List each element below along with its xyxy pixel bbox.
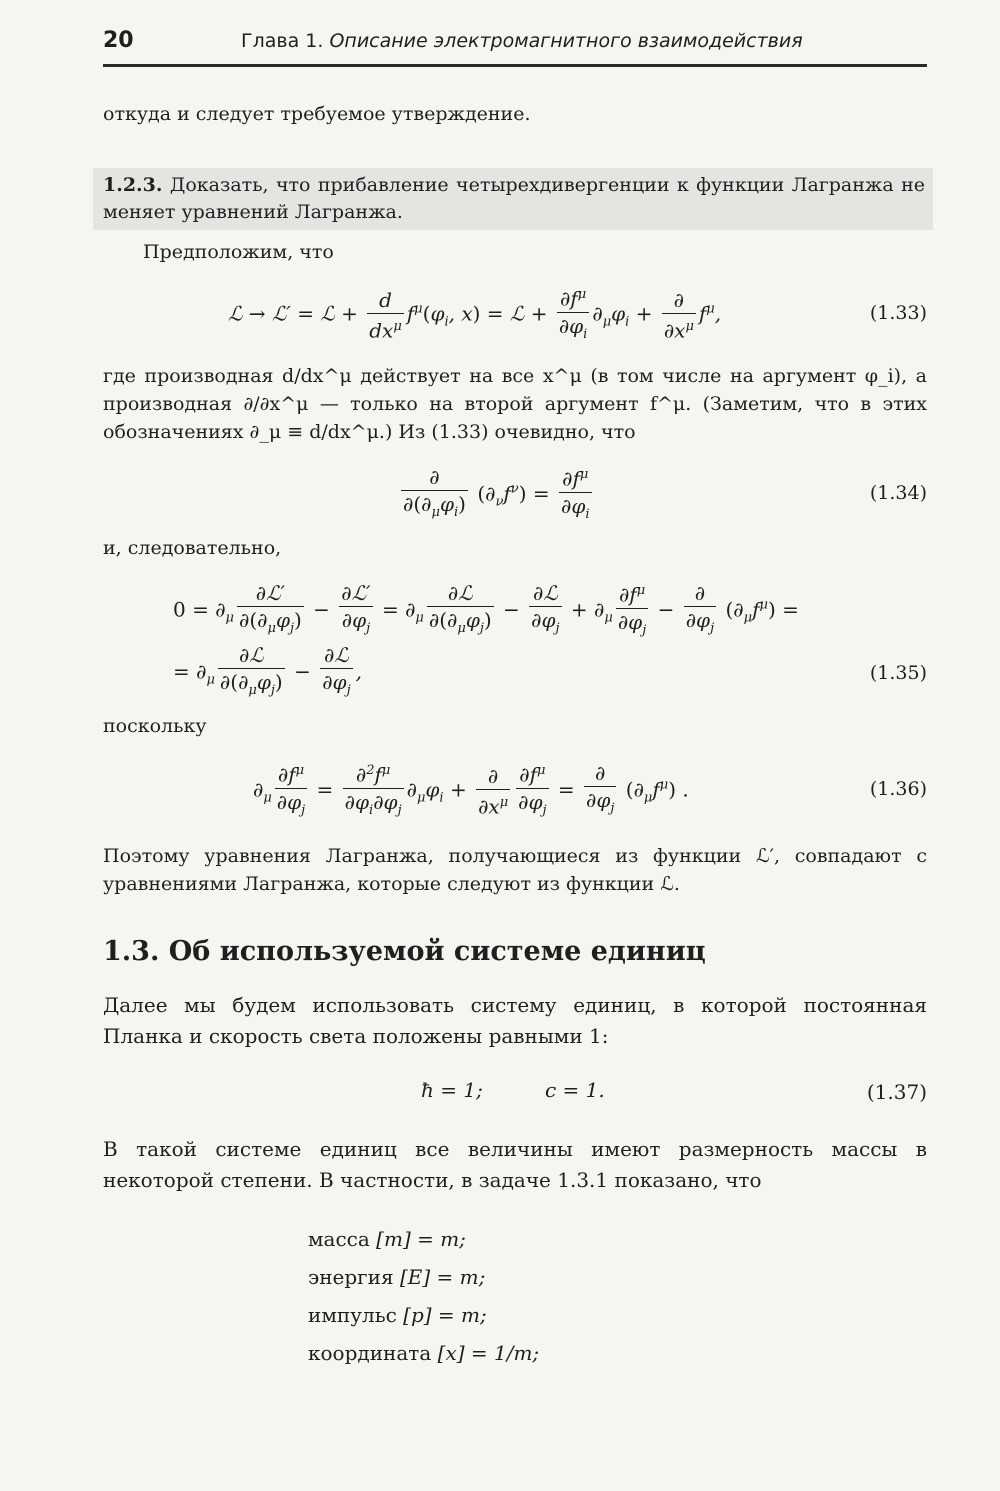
paragraph-dimension: В такой системе единиц все величины имеют размерность массы в некоторой степени. В частности, в задаче 1.3.1 показано, что <box>103 1137 927 1192</box>
paragraph-derivative: где производная d/dx^μ действует на все x^μ (в том числе на аргумент φ_i), а производная ∂/∂x^μ — только на второй аргумент f^μ. (Заметим, что в этих обозначениях ∂_μ ≡ d/dx^μ.) Из (1.33) очевидно, что <box>103 365 927 443</box>
problem-statement <box>103 172 925 226</box>
header-rule <box>103 64 927 67</box>
section-title: Об используемой системе единиц <box>168 936 706 967</box>
equation-1-37-left: ħ = 1; <box>421 1078 483 1102</box>
section-number: 1.3. <box>103 936 160 967</box>
equation-1-33-body: ℒ → ℒ′ = ℒ + $\frac{d}{dx^\mu}$ $f^\mu(\varphi_i$, x) = ℒ + $\frac{\partial f^\mu}{\partial\varphi_i}$ $\partial_\mu\varphi_i$ + $\frac{\partial}{\partial x^\mu}$ $f^\mu$, <box>228 282 721 348</box>
section-heading <box>103 936 706 967</box>
list-item: масса [m] = m; <box>308 1227 466 1251</box>
equation-1-33 <box>103 282 927 346</box>
chapter-title: Описание электромагнитного взаимодействия <box>329 30 803 52</box>
equation-1-37-right: c = 1. <box>545 1078 605 1102</box>
equation-number: (1.36) <box>869 778 927 800</box>
running-header <box>103 28 927 62</box>
dimension-list <box>308 1220 539 1372</box>
problem-text: Доказать, что прибавление четырехдивергенции к функции Лагранжа не меняет уравнений Лагранжа. <box>103 174 926 223</box>
page-number: 20 <box>103 28 134 53</box>
equation-1-35-line2: = $\partial_\mu$ $\frac{\text{∂ℒ}}{\partial(\partial_\mu\varphi_j)}$ − $\frac{\text{∂ℒ}}{\partial\varphi_j}$ , <box>173 643 362 698</box>
equation-1-34 <box>103 462 927 526</box>
book-page <box>103 0 927 1491</box>
problem-box <box>93 168 933 230</box>
equation-number: (1.34) <box>869 482 927 504</box>
list-item: импульс [p] = m; <box>308 1303 487 1327</box>
equation-1-36 <box>103 758 927 822</box>
equation-number: (1.37) <box>866 1080 927 1104</box>
equation-1-36-body: $\partial_\mu$ $\frac{\partial f^\mu}{\partial\varphi_j}$ = $\frac{\partial^2f^\mu}{\partial\varphi_i\partial\varphi_j}$ $\partial_\mu\varphi_i$ + $\frac{\partial}{\partial x^\mu}$ $\frac{\partial f^\mu}{\partial\varphi_j}$ = $\frac{\partial}{\partial\varphi_j}$ $(\partial_\mu f^\mu)$ . <box>253 758 689 824</box>
paragraph-units: Далее мы будем использовать систему единиц, в которой постоянная Планка и скорость света положены равными 1: <box>103 993 927 1048</box>
list-item: энергия [E] = m; <box>308 1265 486 1289</box>
equation-number: (1.33) <box>869 302 927 324</box>
equation-1-35 <box>103 578 927 704</box>
list-item: координата [x] = 1/m; <box>308 1341 540 1365</box>
paragraph-therefore: Поэтому уравнения Лагранжа, получающиеся из функции ℒ′, совпадают с уравнениями Лагранжа, которые следуют из функции ℒ. <box>103 845 927 895</box>
paragraph-intro: откуда и следует требуемое утверждение. <box>103 103 531 125</box>
equation-1-37 <box>103 1078 927 1112</box>
equation-1-34-body: $\frac{\partial}{\partial(\partial_\mu\varphi_i)}$ $(\partial_\nu f^\nu)$ = $\frac{\partial f^\mu}{\partial\varphi_i}$ <box>398 462 595 528</box>
chapter-label: Глава 1. <box>241 30 324 52</box>
equation-1-35-line1: $0 = \partial_\mu$ $\frac{\text{∂ℒ′}}{\partial(\partial_\mu\varphi_j)}$ − $\frac{\text{∂ℒ′}}{\partial\varphi_j}$ = $\partial_\mu$ $\frac{\text{∂ℒ}}{\partial(\partial_\mu\varphi_j)}$ − $\frac{\text{∂ℒ}}{\partial\varphi_j}$ + $\partial_\mu$ $\frac{\partial f^\mu}{\partial\varphi_j}$ − $\frac{\partial}{\partial\varphi_j}$ $(\partial_\mu f^\mu)$ = <box>173 578 799 644</box>
equation-number: (1.35) <box>869 662 927 684</box>
paragraph-suppose: Предположим, что <box>143 241 334 263</box>
running-title <box>241 30 803 52</box>
paragraph-because: поскольку <box>103 715 207 737</box>
paragraph-consequently: и, следовательно, <box>103 537 282 559</box>
problem-number: 1.2.3. <box>103 174 163 196</box>
